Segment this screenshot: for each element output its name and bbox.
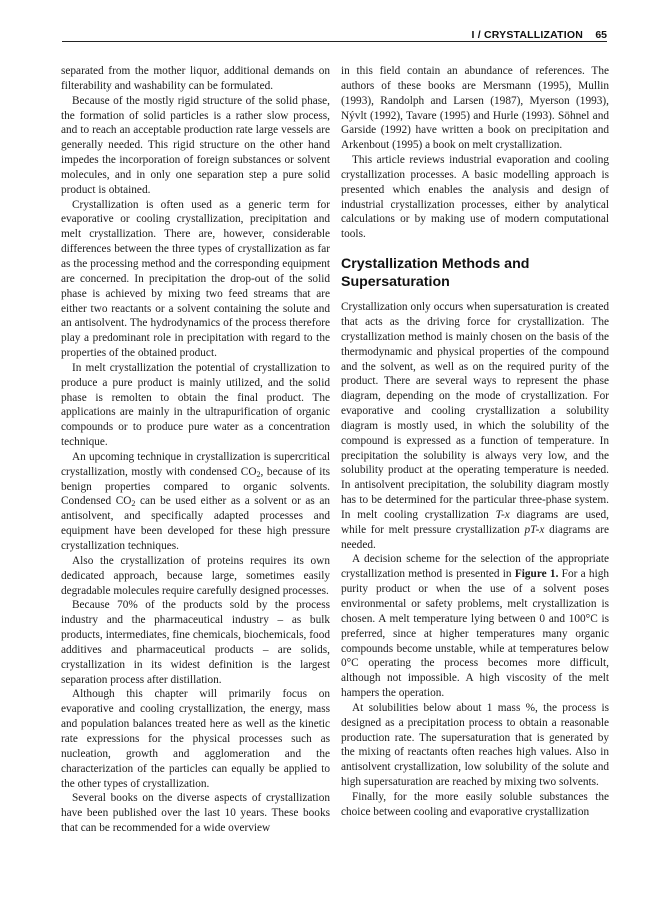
text-run: A decision scheme for the selection of the appropriate crystallization method is presented in: [341, 553, 609, 581]
page-number: 65: [595, 29, 607, 41]
paragraph-methods: [341, 300, 609, 552]
page-header: [0, 0, 668, 46]
text-run: diagrams are needed.: [341, 523, 609, 551]
paragraph: Although this chapter will primarily focus on evaporative and cooling crystallization, the energy, mass and population balances treated here as well as the kinetic rate expressions for the physical processes such as nucleation, growth and agglomeration and the characterization of the particles can equally be applied to the other types of crystallization.: [61, 688, 330, 790]
paragraph: Because of the mostly rigid structure of the solid phase, the formation of solid particles is a rather slow process, and to reach an acceptable production rate large vessels are generally needed. This rigid structure on the other hand impedes the incorporation of foreign substances or solvent molecules, and in only one separation step a pure solid product is obtained.: [61, 94, 330, 196]
header-rule: [62, 41, 607, 42]
paragraph: Several books on the diverse aspects of crystallization have been published over the last 10 years. These books that can be recommended for a wide overview: [61, 792, 330, 835]
paragraph: Finally, for the more easily soluble substances the choice between cooling and evaporative crystallization: [341, 790, 609, 818]
tx-diagram-label: T-x: [495, 508, 510, 521]
text-run: For a high purity product or when the use of a solvent poses environmental or safety problems, melt crystallization is chosen. A melt temperature lying between 0 and 100°C is preferred, since at higher temperatures many organic compounds become unstable, while at temperatures below 0°C operating the process becomes more difficult, although not impossible. A high viscosity of the melt hampers the operation.: [341, 568, 610, 700]
paragraph: This article reviews industrial evaporation and cooling crystallization processes. A basic modelling approach is presented which enables the analysis and design of industrial crystallization processes, either by analytical calculations or by making use of modern computational tools.: [341, 154, 609, 241]
text-run: An upcoming technique in crystallization is supercritical crystallization, mostly with condensed CO: [61, 450, 330, 478]
figure-reference: Figure 1.: [514, 568, 559, 581]
paragraph: separated from the mother liquor, additional demands on filterability and washability can be formulated.: [61, 65, 330, 92]
paragraph-decision-scheme: [341, 552, 609, 700]
text-run: can be used either as a solvent or as an antisolvent, and specifically adapted processes and equipment have been developed for these high pressure crystallization techniques.: [61, 495, 330, 552]
text-run: , because of its benign properties compared to organic solvents. Condensed CO: [61, 465, 330, 508]
text-run: diagrams are used, while for melt pressure crystallization: [341, 508, 609, 536]
section-heading: Crystallization Methods and Supersaturation: [341, 256, 530, 290]
paragraph: Crystallization is often used as a generic term for evaporative or cooling crystallization, precipitation and melt crystallization. There are, however, considerable differences between the three types of crystallization as far as the processing method and the corresponding equipment are concerned. In precipitation the drop-out of the solid phase is achieved by mixing two feed streams that are either two reactants or a solvent containing the solute and an antisolvent. The hydrodynamics of the process therefore play a predominant role in precipitation with regard to the properties of the obtained product.: [61, 198, 330, 360]
paragraph: in this field contain an abundance of references. The authors of these books are Mersmann (1995), Mullin (1993), Randolph and Larsen (1987), Myerson (1993), Nývlt (1992), Tavare (1995) and Hurle (1993). Söhnel and Garside (1992) have written a book on precipitation and Arkenbout (1995) a book on melt crystallization.: [341, 65, 609, 152]
paragraph: In melt crystallization the potential of crystallization to produce a pure product is mainly utilized, and the solid phase is remolten to obtain the final product. The applications are mainly in the ultrapurification of organic compounds or to produce pure water as a concentration technique.: [61, 361, 330, 449]
right-column: [341, 64, 609, 820]
ptx-diagram-label: pT-x: [524, 523, 545, 536]
running-head-section: I / CRYSTALLIZATION: [471, 29, 583, 41]
left-column: [61, 64, 330, 836]
paragraph: Because 70% of the products sold by the process industry and the pharmaceutical industry – as bulk products, intermediates, fine chemicals, biochemicals, food additives and pharmaceutical products – are solids, crystallization in its widest definition is the largest separation process after distillation.: [61, 599, 330, 686]
co2-subscript: 2: [131, 499, 136, 509]
paragraph-supercritical: [61, 450, 330, 554]
paragraph: Also the crystallization of proteins requires its own dedicated approach, because large, sometimes easily degradable molecules require carefully designed processes.: [61, 554, 330, 597]
text-run: Crystallization only occurs when supersaturation is created that acts as the driving force for crystallization. The crystallization method is mainly chosen on the basis of the thermodynamic and physical properties of the compound and the solvent, as well as on the required purity of the product. There are several ways to represent the phase diagram, depending on the mode of crystallization. For evaporative and cooling crystallization a solubility diagram is mostly used, in which the solubility of the compound is expressed as a function of temperature. In precipitation the solubility is always very low, and the solubility product at the operating temperature is needed. In antisolvent precipitation, the solubility diagram mostly has to be determined for the particular three-phase system. In melt cooling crystallization: [341, 301, 609, 521]
co2-subscript: 2: [256, 469, 261, 479]
paragraph: At solubilities below about 1 mass %, the process is designed as a precipitation process to obtain a reasonable production rate. The supersaturation that is generated by the mixing of reactants often reaches high values. Also in antisolvent crystallization, low solubility of the solute and high supersaturation are reached by mixing two solvents.: [341, 701, 609, 789]
